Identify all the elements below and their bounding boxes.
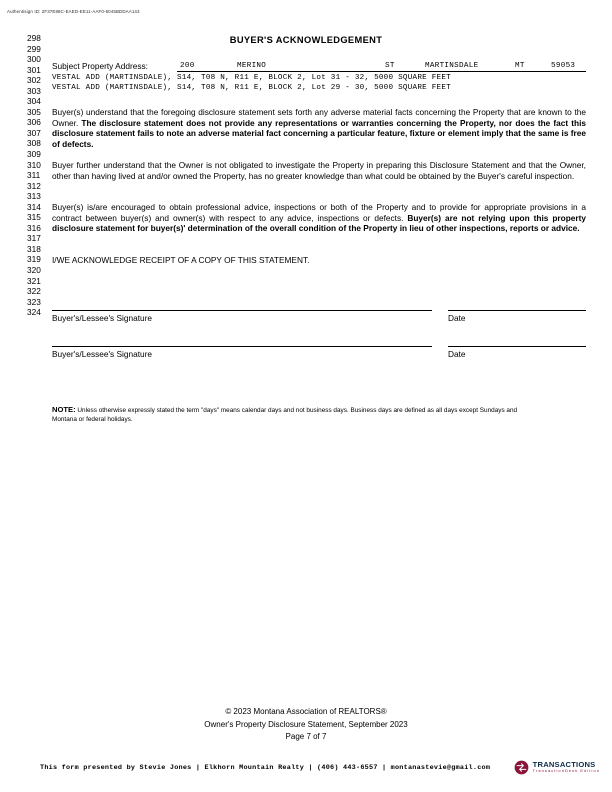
subject-address-label: Subject Property Address: xyxy=(52,61,148,71)
transactions-logo xyxy=(514,760,600,775)
line-number: 317 xyxy=(27,233,41,244)
line-number: 303 xyxy=(27,85,41,96)
authentisign-value: 2F37E88C-EAED-EE11-AAF0-6045BDDAA143 xyxy=(41,9,140,14)
line-number-column xyxy=(27,33,47,318)
line-number: 321 xyxy=(27,275,41,286)
line-number: 305 xyxy=(27,106,41,117)
signature-label-2: Buyer's/Lessee's Signature xyxy=(52,349,153,359)
signature-line-1[interactable] xyxy=(52,310,432,311)
line-number: 322 xyxy=(27,286,41,297)
address-street-name: MERINO xyxy=(237,61,267,70)
transactions-mark-icon xyxy=(514,760,529,775)
presented-by-text: This form presented by Stevie Jones | Elkhorn Mountain Realty | (406) 443-6557 | montanastevie@gmail.com xyxy=(40,764,491,772)
line-number: 299 xyxy=(27,43,41,54)
line-number: 312 xyxy=(27,180,41,191)
line-number: 323 xyxy=(27,296,41,307)
brand-name: TRANSACTIONS xyxy=(532,760,596,770)
legal-description-line-2: VESTAL ADD (MARTINSDALE), S14, T08 N, R11 E, BLOCK 2, Lot 29 - 30, 5000 SQUARE FEET xyxy=(52,83,451,92)
line-number: 320 xyxy=(27,265,41,276)
paragraph-1-text: Buyer(s) understand that the foregoing disclosure statement sets forth any adverse material facts concerning the Property that are known to the Owner. xyxy=(52,107,586,128)
line-number: 310 xyxy=(27,159,41,170)
line-number: 304 xyxy=(27,96,41,107)
date-label-1: Date xyxy=(448,313,466,323)
line-number: 314 xyxy=(27,201,41,212)
address-street-type: ST xyxy=(385,61,395,70)
paragraph-buyer-understanding xyxy=(52,107,586,149)
transactions-wordmark xyxy=(533,761,600,773)
line-number: 319 xyxy=(27,254,41,265)
page-footer xyxy=(0,706,612,744)
date-label-2: Date xyxy=(448,349,466,359)
address-zip: 59053 xyxy=(551,61,576,70)
line-number: 316 xyxy=(27,222,41,233)
line-number: 324 xyxy=(27,307,41,318)
footer-copyright: © 2023 Montana Association of REALTORS® xyxy=(225,707,387,716)
signature-line-2[interactable] xyxy=(52,346,432,347)
footer-document-name: Owner's Property Disclosure Statement, September 2023 xyxy=(204,719,408,729)
authentisign-id xyxy=(7,9,140,14)
page-title: BUYER'S ACKNOWLEDGEMENT xyxy=(229,35,383,45)
line-number: 302 xyxy=(27,75,41,86)
footer-page-number: Page 7 of 7 xyxy=(285,732,327,741)
line-number: 315 xyxy=(27,212,41,223)
legal-description-line-1: VESTAL ADD (MARTINSDALE), S14, T08 N, R11 E, BLOCK 2, Lot 31 - 32, 5000 SQUARE FEET xyxy=(52,73,451,82)
note-text: Unless otherwise expressly stated the term "days" means calendar days and not business days. Business days are defined as all days except Sundays and Montana or federal holidays. xyxy=(52,407,518,423)
paragraph-1-bold: The disclosure statement does not provide any representations or warranties concerning the Property, nor does the fact this disclosure statement fails to note an adverse material fact concerning a particular feature, fixture or element imply that the same is free of defects. xyxy=(52,117,587,149)
address-state: MT xyxy=(515,61,525,70)
note-block xyxy=(52,405,532,424)
address-number: 200 xyxy=(180,61,195,70)
paragraph-owner-not-obligated: Buyer further understand that the Owner is not obligated to investigate the Property in preparing this Disclosure Statement and that the Owner, other than having lived at and/or owned the Property, has no greater knowledge than what could be obtained by the Buyer's careful inspection. xyxy=(52,160,586,181)
acknowledge-receipt-text: I/WE ACKNOWLEDGE RECEIPT OF A COPY OF THIS STATEMENT. xyxy=(52,255,310,265)
line-number: 309 xyxy=(27,149,41,160)
line-number: 313 xyxy=(27,191,41,202)
signature-label-1: Buyer's/Lessee's Signature xyxy=(52,313,153,323)
line-number: 307 xyxy=(27,127,41,138)
note-heading: NOTE: xyxy=(52,405,76,414)
date-line-1[interactable] xyxy=(448,310,586,311)
line-number: 311 xyxy=(27,170,41,181)
paragraph-3-text: Buyer(s) is/are encouraged to obtain professional advice, inspections or both of the Property and to provide for appropriate provisions in a contract between buyer(s) and owner(s) with respect to any advice, inspections or defects. xyxy=(52,202,586,223)
brand-tagline: TransactionDesk Edition xyxy=(532,768,600,774)
paragraph-3-bold: Buyer(s) are not relying upon this property disclosure statement for buyer(s)' determination of the overall condition of the Property in lieu of other inspections, reports or advice. xyxy=(52,212,586,234)
line-number: 301 xyxy=(27,64,41,75)
address-city: MARTINSDALE xyxy=(425,61,479,70)
line-number: 308 xyxy=(27,138,41,149)
date-line-2[interactable] xyxy=(448,346,586,347)
paragraph-professional-advice xyxy=(52,202,586,234)
line-number: 318 xyxy=(27,243,41,254)
authentisign-label: Authentisign ID: xyxy=(7,9,41,14)
line-number: 306 xyxy=(27,117,41,128)
line-number: 298 xyxy=(27,33,41,43)
line-number: 300 xyxy=(27,54,41,65)
